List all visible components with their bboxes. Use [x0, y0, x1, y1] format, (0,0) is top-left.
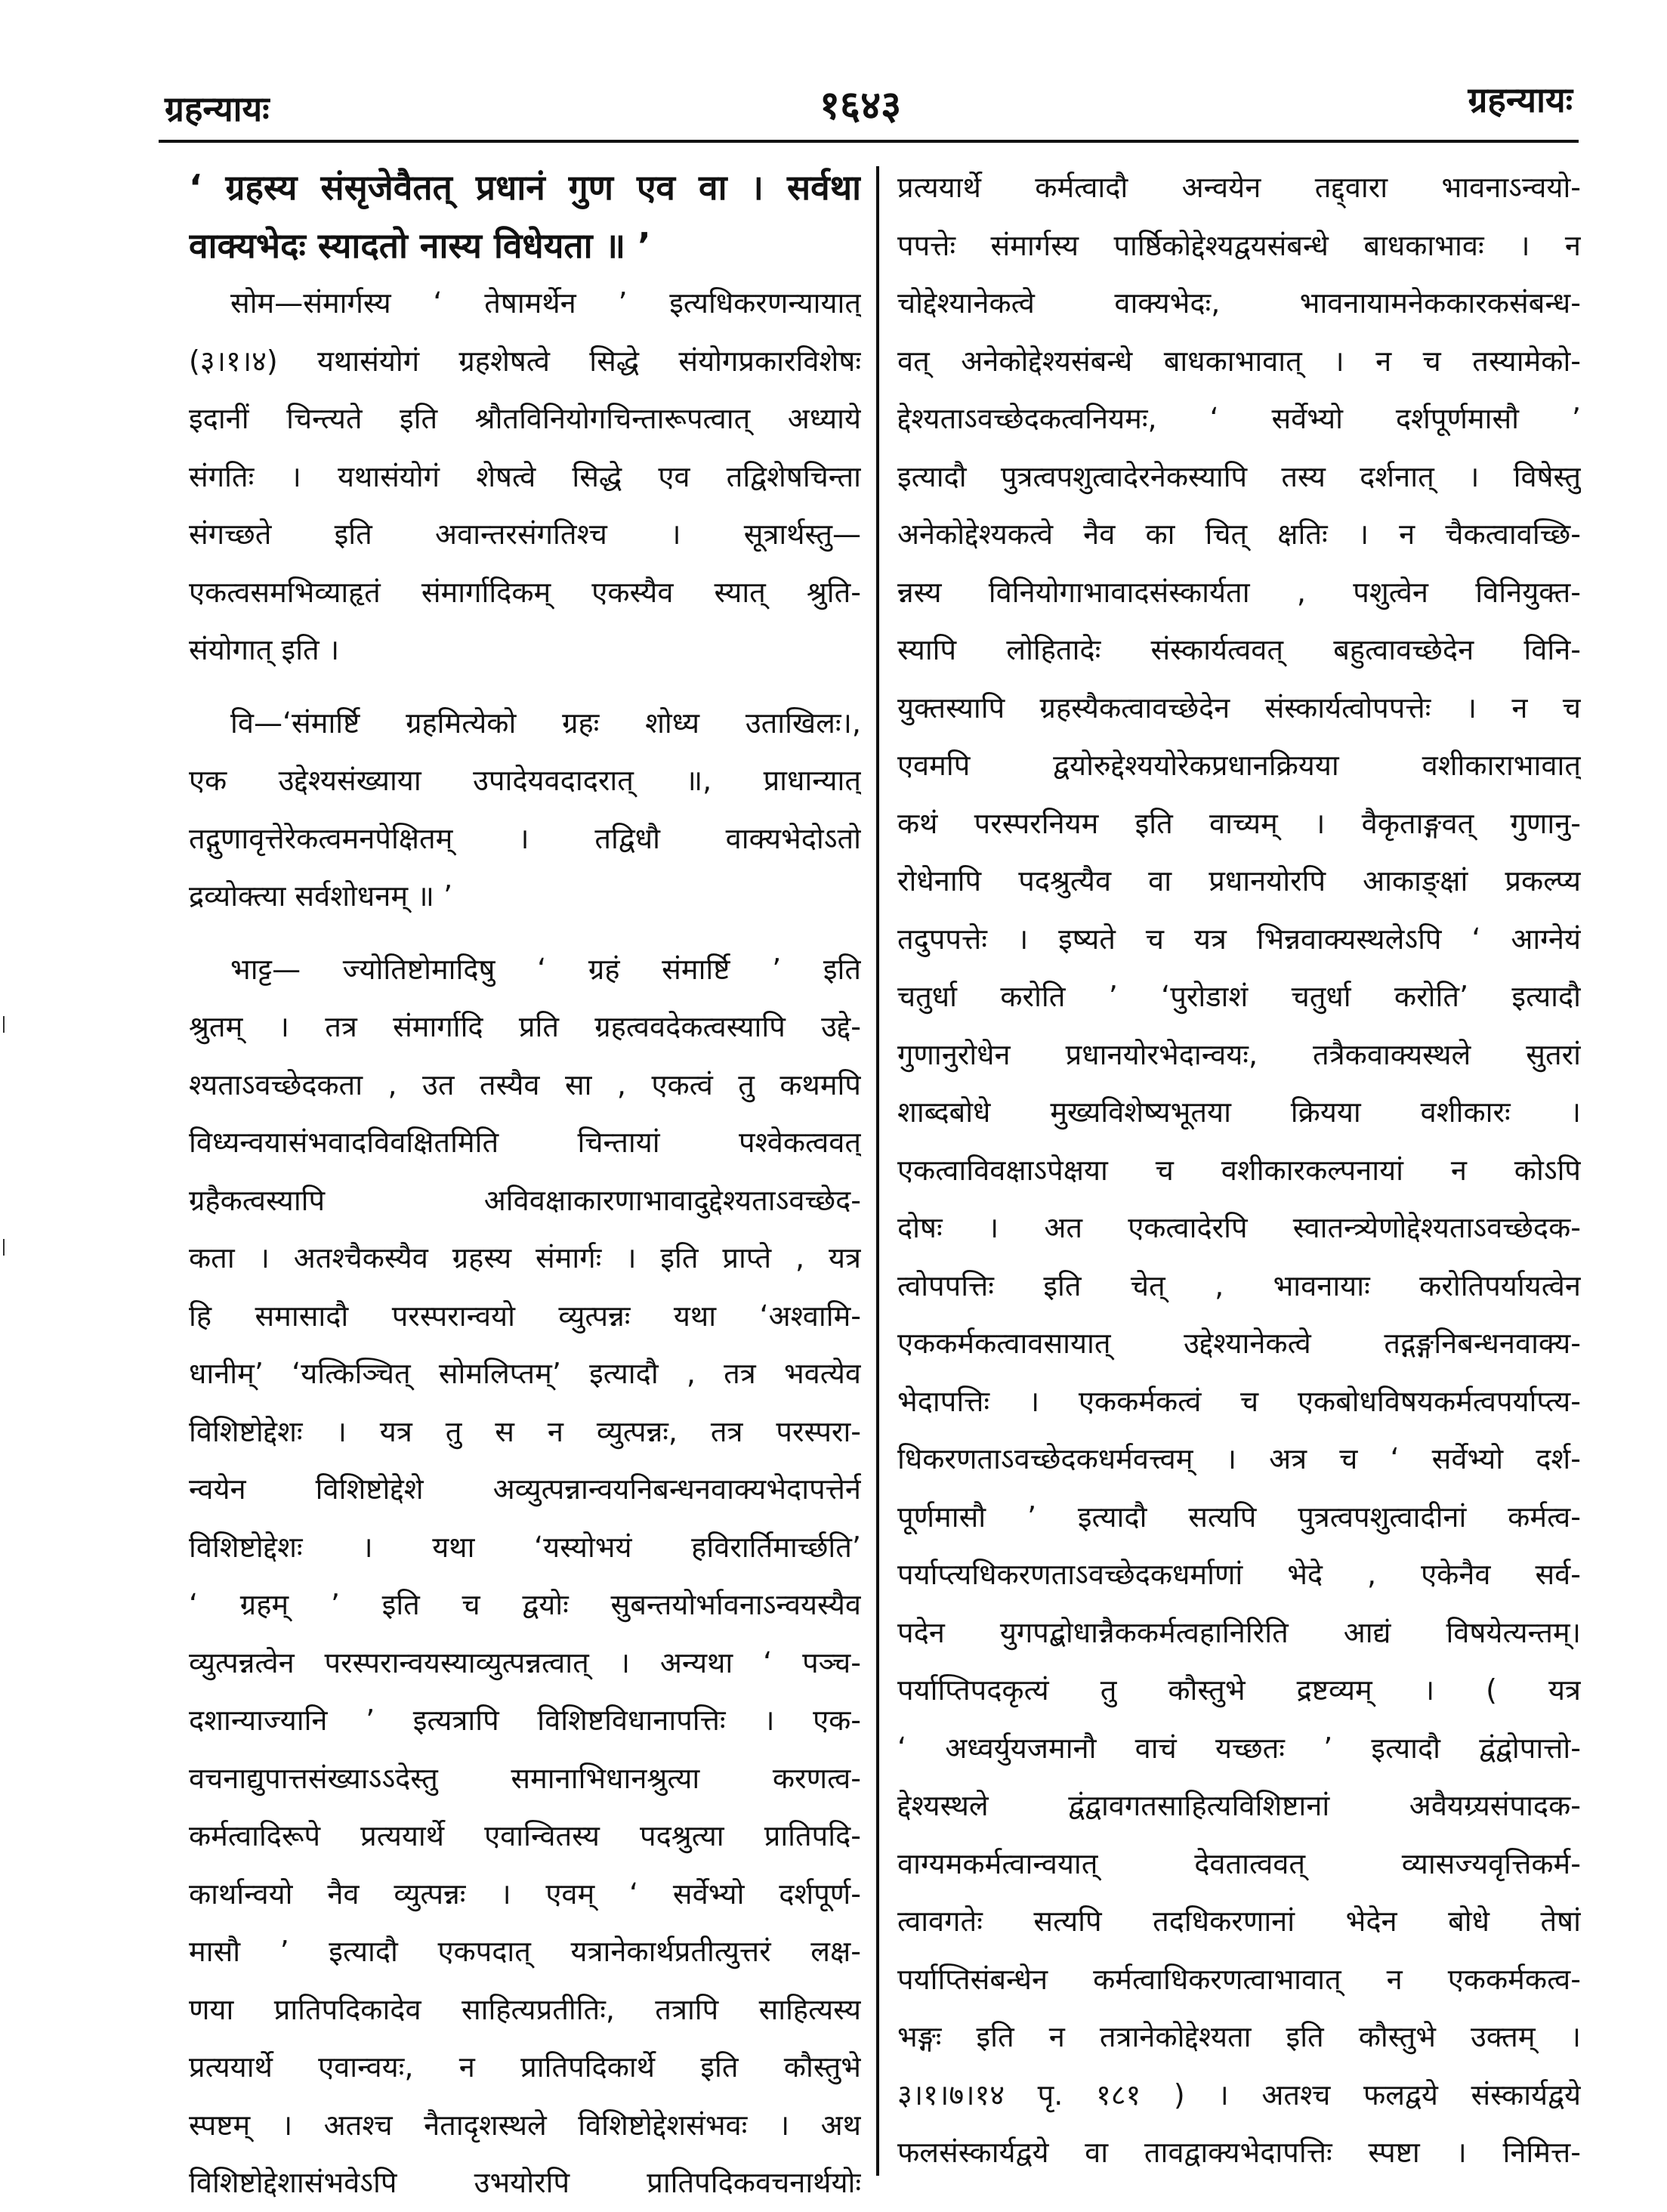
- text-line: स्यापि लोहितादेः संस्कार्यत्ववत् बहुत्वावच्छेदेन विनि-: [897, 633, 1581, 666]
- text-line: संगच्छते इति अवान्तरसंगतिश्च । सूत्रार्थस्तु—: [189, 517, 861, 551]
- text-line: त्वोपपत्तिः इति चेत् , भावनायाः करोतिपर्यायत्वेन: [897, 1268, 1581, 1302]
- text-line: प्रत्ययार्थे एवान्वयः, न प्रातिपदिकार्थे इति कौस्तुभे: [189, 2050, 861, 2084]
- text-line: रोधेनापि पदश्रुत्यैव वा प्रधानयोरपि आकाङ्क्षां प्रकल्प्य: [897, 864, 1581, 897]
- text-line: वाग्यमकर्मत्वान्वयात् देवतात्ववत् व्यासज्यवृत्तिकर्म-: [897, 1846, 1581, 1880]
- text-line: एककर्मकत्वावसायात् उद्देश्यानेकत्वे तद्गङ्गनिबन्धनवाक्य-: [897, 1327, 1581, 1360]
- text-line: सोम—संमार्गस्य ‘ तेषामर्थेन ’ इत्यधिकरणन्यायात्: [230, 286, 861, 320]
- left-column: [189, 159, 861, 2212]
- text-line: श्यताऽवच्छेदकता , उत तस्यैव सा , एकत्वं तु कथमपि: [189, 1067, 861, 1101]
- text-line: शाब्दबोधे मुख्यविशेष्यभूतया क्रियया वशीकारः ।: [897, 1095, 1581, 1129]
- margin-mark: [3, 1239, 5, 1256]
- text-line: श्रुतम् । तत्र संमार्गादि प्रति ग्रहत्ववदेकत्वस्यापि उद्दे-: [189, 1010, 861, 1043]
- text-line: कता । अतश्चैकस्यैव ग्रहस्य संमार्गः । इति प्राप्ते , यत्र: [189, 1241, 861, 1274]
- text-line: एकत्वसमभिव्याहृतं संमार्गादिकम् एकस्यैव स्यात् श्रुति-: [189, 575, 861, 609]
- column-divider: [876, 166, 879, 2176]
- text-line: वत् अनेकोद्देश्यसंबन्धे बाधकाभावात् । न च तस्यामेको-: [897, 344, 1581, 378]
- running-title-left: ग्रहन्यायः: [165, 88, 270, 129]
- text-line: द्रव्योक्त्या सर्वशोधनम् ॥ ’: [189, 879, 453, 913]
- text-line: गुणानुरोधेन प्रधानयोरभेदान्वयः, तत्रैकवाक्यस्थले सुतरां: [897, 1037, 1581, 1071]
- text-line: पपत्तेः संमार्गस्य पार्ष्ठिकोद्देश्यद्वयसंबन्धे बाधकाभावः । न: [897, 228, 1581, 262]
- text-line: दोषः । अत एकत्वादेरपि स्वातन्त्र्येणोद्देश्यताऽवच्छेदक-: [897, 1211, 1581, 1244]
- text-line: पर्याप्तिपदकृत्यं तु कौस्तुभे द्रष्टव्यम् । ( यत्र: [897, 1673, 1581, 1707]
- text-line: तद्गुणावृत्तेरेकत्वमनपेक्षितम् । तद्विधौ वाक्यभेदोऽतो: [189, 821, 861, 855]
- text-line: अनेकोद्देश्यकत्वे नैव का चित् क्षतिः । न चैकत्वावच्छि-: [897, 517, 1581, 551]
- text-line: पर्याप्तिसंबन्धेन कर्मत्वाधिकरणत्वाभावात् न एककर्मकत्व-: [897, 1962, 1581, 1996]
- page-number: १६४३: [820, 83, 902, 128]
- text-line: णया प्रातिपदिकादेव साहित्यप्रतीतिः, तत्रापि साहित्यस्य: [189, 1992, 861, 2026]
- text-line: भाट्ट— ज्योतिष्टोमादिषु ‘ ग्रहं संमार्ष्टि ’ इति: [230, 952, 861, 986]
- text-line: संगतिः । यथासंयोगं शेषत्वे सिद्धे एव तद्विशेषचिन्ता: [189, 459, 861, 493]
- text-line: विशिष्टोद्देशः । यथा ‘यस्योभयं हविरार्तिमार्च्छति’: [189, 1530, 861, 1564]
- text-line: विध्यन्वयासंभवादविवक्षितमिति चिन्तायां पश्वेकत्ववत्: [189, 1126, 861, 1159]
- text-line: फलसंस्कार्यद्वये वा तावद्वाक्यभेदापत्तिः स्पष्टा । निमित्त-: [897, 2136, 1581, 2169]
- text-line: मासौ ’ इत्यादौ एकपदात् यत्रानेकार्थप्रतीत्युत्तरं लक्ष-: [189, 1935, 861, 1968]
- text-line: प्रत्ययार्थे कर्मत्वादौ अन्वयेन तद्द्वारा भावनाऽन्वयो-: [897, 171, 1581, 204]
- margin-mark: [3, 1016, 5, 1033]
- text-line: कथं परस्परनियम इति वाच्यम् । वैकृताङ्गवत् गुणानु-: [897, 806, 1581, 840]
- text-line: द्देश्यताऽवच्छेदकत्वनियमः, ‘ सर्वेभ्यो दर्शपूर्णमासौ ’: [897, 402, 1581, 435]
- text-line: विशिष्टोद्देशः । यत्र तु स न व्युत्पन्नः, तत्र परस्परा-: [189, 1414, 861, 1448]
- text-line: इदानीं चिन्त्यते इति श्रौतविनियोगचिन्तारूपत्वात् अध्याये: [189, 402, 861, 435]
- text-line: ग्रहैकत्वस्यापि अविवक्षाकारणाभावादुद्देश्यताऽवच्छेद-: [189, 1183, 861, 1217]
- text-line: एक उद्देश्यसंख्याया उपादेयवदादरात् ॥, प्राधान्यात्: [189, 764, 861, 797]
- header-rule: [159, 140, 1579, 143]
- text-line: धानीम्’ ‘यत्किञ्चित् सोमलिप्तम्’ इत्यादौ , तत्र भवत्येव: [189, 1357, 861, 1390]
- text-line: पदेन युगपद्बोधान्नैककर्मत्वहानिरिति आद्यं विषयेत्यन्तम्।: [897, 1615, 1581, 1649]
- text-line: व्युत्पन्नत्वेन परस्परान्वयस्याव्युत्पन्नत्वात् । अन्यथा ‘ पञ्च-: [189, 1645, 861, 1679]
- text-line: तदुपपत्तेः । इष्यते च यत्र भिन्नवाक्यस्थलेऽपि ‘ आग्नेयं: [897, 922, 1581, 956]
- text-line: पर्याप्त्यधिकरणताऽवच्छेदकधर्माणां भेदे , एकेनैव सर्व-: [897, 1558, 1581, 1591]
- text-line: विशिष्टोद्देशासंभवेऽपि उभयोरपि प्रातिपदिकवचनार्थयोः: [189, 2166, 861, 2199]
- text-line: संयोगात् इति ।: [189, 633, 340, 666]
- page-header: [0, 0, 1667, 151]
- text-line: युक्तस्यापि ग्रहस्यैकत्वावच्छेदेन संस्कार्यत्वोपपत्तेः । न च: [897, 690, 1581, 724]
- text-line: चतुर्धा करोति ’ ‘पुरोडाशं चतुर्धा करोति’ इत्यादौ: [897, 980, 1581, 1013]
- text-line: ३।१।७।१४ पृ. १८१ ) । अतश्च फलद्वये संस्कार्यद्वये: [897, 2078, 1581, 2112]
- text-line: भेदापत्तिः । एककर्मकत्वं च एकबोधविषयकर्मत्वपर्याप्त्य-: [897, 1384, 1581, 1418]
- text-line: कार्थान्वयो नैव व्युत्पन्नः । एवम् ‘ सर्वेभ्यो दर्शपूर्ण-: [189, 1877, 861, 1911]
- text-line: हि समासादौ परस्परान्वयो व्युत्पन्नः यथा ‘अश्वामि-: [189, 1299, 861, 1333]
- text-line: त्वावगतेः सत्यपि तदधिकरणानां भेदेन बोधे तेषां: [897, 1905, 1581, 1938]
- text-line: (३।१।४) यथासंयोगं ग्रहशेषत्वे सिद्धे संयोगप्रकारविशेषः: [189, 344, 861, 378]
- text-line: इत्यादौ पुत्रत्वपशुत्वादेरनेकस्यापि तस्य दर्शनात् । विषेस्तु: [897, 459, 1581, 493]
- right-column: [897, 159, 1581, 2182]
- text-line: द्देश्यस्थले द्वंद्वावगतसाहित्यविशिष्टानां अवैयग्र्यसंपादक-: [897, 1789, 1581, 1822]
- running-title-right: ग्रहन्यायः: [1468, 79, 1573, 120]
- text-line: भङ्गः इति न तत्रानेकोद्देश्यता इति कौस्तुभे उक्तम् ।: [897, 2020, 1581, 2053]
- text-line: चोद्देश्यानेकत्वे वाक्यभेदः, भावनायामनेककारकसंबन्ध-: [897, 286, 1581, 320]
- text-line: स्पष्टम् । अतश्च नैतादृशस्थले विशिष्टोद्देशसंभवः । अथ: [189, 2108, 861, 2142]
- verse-line: वाक्यभेदः स्यादतो नास्य विधेयता ॥ ’: [189, 224, 651, 266]
- text-line: वचनाद्युपात्तसंख्याऽऽदेस्तु समानाभिधानश्रुत्या करणत्व-: [189, 1761, 861, 1795]
- text-line: ‘ ग्रहम् ’ इति च द्वयोः सुबन्तयोर्भावनाऽन्वयस्यैव: [189, 1588, 861, 1621]
- text-line: पूर्णमासौ ’ इत्यादौ सत्यपि पुत्रत्वपशुत्वादीनां कर्मत्व-: [897, 1500, 1581, 1534]
- text-line: एवमपि द्वयोरुद्देश्ययोरेकप्रधानक्रियया वशीकाराभावात्: [897, 749, 1581, 782]
- text-line: ‘ अध्वर्युयजमानौ वाचं यच्छतः ’ इत्यादौ द्वंद्वोपात्तो-: [897, 1731, 1581, 1765]
- text-line: कर्मत्वादिरूपे प्रत्ययार्थे एवान्वितस्य पदश्रुत्या प्रातिपदि-: [189, 1819, 861, 1852]
- text-line: वि—‘संमार्ष्टि ग्रहमित्येको ग्रहः शोध्य उताखिलः।,: [230, 706, 861, 740]
- text-line: धिकरणताऽवच्छेदकधर्मवत्त्वम् । अत्र च ‘ सर्वेभ्यो दर्श-: [897, 1442, 1581, 1475]
- text-line: न्वयेन विशिष्टोद्देशे अव्युत्पन्नान्वयनिबन्धनवाक्यभेदापत्तेर्न: [189, 1472, 861, 1506]
- text-line: न्नस्य विनियोगाभावादसंस्कार्यता , पशुत्वेन विनियुक्त-: [897, 575, 1581, 609]
- text-line: दशान्याज्यानि ’ इत्यत्रापि विशिष्टविधानापत्तिः । एक-: [189, 1704, 861, 1737]
- verse-line: ‘ ग्रहस्य संसृजेवैतत् प्रधानं गुण एव वा । सर्वथा: [189, 167, 861, 208]
- text-line: एकत्वाविवक्षाऽपेक्षया च वशीकारकल्पनायां न कोऽपि: [897, 1153, 1581, 1187]
